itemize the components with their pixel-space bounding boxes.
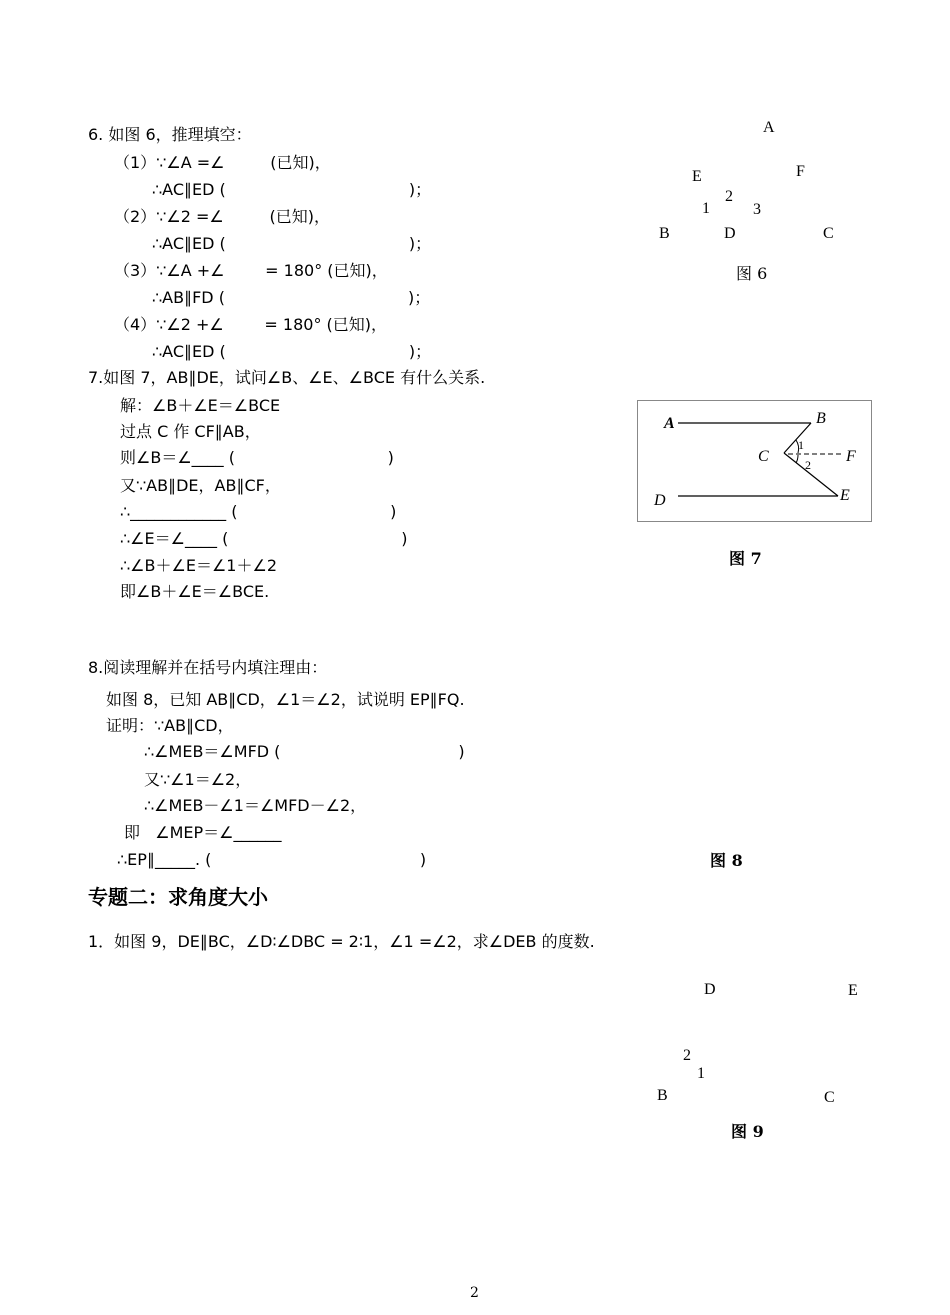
fig7-label-e: E: [840, 487, 850, 504]
figure-7: [637, 400, 872, 522]
q8-line: 证明：∵AB∥CD，: [106, 716, 234, 735]
fig7-label-2: 2: [805, 458, 811, 472]
q7-title: 7.如图 7，AB∥DE，试问∠B、∠E、∠BCE 有什么关系.: [88, 368, 486, 387]
q6-line: （4）∵∠2 +∠ = 180° (已知)，: [114, 315, 388, 334]
fig9-label-2: 2: [683, 1047, 691, 1064]
q6-line: （3）∵∠A +∠ = 180° (已知)，: [114, 261, 388, 280]
fig6-label-a: A: [763, 119, 775, 136]
q7-line: 又∵AB∥DE，AB∥CF，: [120, 476, 281, 495]
q8-line: ∴EP∥_____. ( ): [117, 850, 427, 869]
fig6-label-c: C: [823, 225, 834, 242]
q6-line: （2）∵∠2 =∠ (已知)，: [114, 207, 330, 226]
segment-ce: [784, 453, 838, 496]
fig9-label-e: E: [848, 982, 858, 999]
angle-2-arc: [796, 455, 798, 463]
fig7-label-a: A: [664, 415, 675, 432]
q6-line: （1）∵∠A =∠ (已知)，: [114, 153, 331, 172]
q6-line: ∴AC∥ED ( )；: [152, 180, 432, 199]
figure-7-diagram: [638, 401, 871, 521]
fig6-label-d: D: [724, 225, 736, 242]
q7-line: ∴____________ ( ): [120, 502, 397, 521]
fig7-label-b: B: [816, 410, 826, 427]
fig6-label-b: B: [659, 225, 670, 242]
fig6-label-e: E: [692, 168, 702, 185]
fig9-caption: 图 9: [731, 1122, 764, 1141]
q8-line: 即 ∠MEP＝∠______: [124, 823, 282, 842]
fig9-label-1: 1: [697, 1065, 705, 1082]
fig6-label-2: 2: [725, 188, 733, 205]
q6-line: ∴AB∥FD ( )；: [152, 288, 431, 307]
q8-line: 如图 8，已知 AB∥CD，∠1＝∠2，试说明 EP∥FQ.: [106, 690, 465, 709]
fig7-label-f: F: [846, 448, 856, 465]
fig6-label-f: F: [796, 163, 805, 180]
q6-line: ∴AC∥ED ( )；: [152, 234, 432, 253]
fig7-label-d: D: [654, 492, 666, 509]
q8-line: 又∵∠1＝∠2，: [144, 770, 252, 789]
fig7-caption: 图 7: [729, 549, 762, 568]
q6-title: 6. 如图 6，推理填空：: [88, 125, 252, 144]
fig8-caption: 图 8: [710, 851, 743, 870]
fig9-label-c: C: [824, 1089, 835, 1106]
q8-line: ∴∠MEB－∠1＝∠MFD－∠2，: [144, 796, 367, 815]
fig6-label-1: 1: [702, 200, 710, 217]
q7-line: ∴∠B＋∠E＝∠1＋∠2: [120, 556, 278, 575]
fig6-label-3: 3: [753, 201, 761, 218]
q8-title: 8.阅读理解并在括号内填注理由：: [88, 658, 328, 677]
page-number: 2: [470, 1285, 479, 1301]
fig7-label-1: 1: [798, 438, 804, 452]
q7-line: 解：∠B＋∠E＝∠BCE: [120, 396, 281, 415]
q7-line: 过点 C 作 CF∥AB，: [120, 422, 261, 441]
q6-line: ∴AC∥ED ( )；: [152, 342, 432, 361]
fig6-caption: 图 6: [736, 264, 768, 283]
q7-line: ∴∠E＝∠____ ( ): [120, 529, 408, 548]
q7-line: 即∠B＋∠E＝∠BCE.: [120, 582, 270, 601]
section-heading: 专题二：求角度大小: [88, 885, 268, 909]
fig7-label-c: C: [758, 448, 769, 465]
fig9-label-d: D: [704, 981, 716, 998]
q7-line: 则∠B＝∠____ ( ): [120, 448, 394, 467]
fig9-label-b: B: [657, 1087, 668, 1104]
q8-line: ∴∠MEB＝∠MFD ( ): [144, 742, 465, 761]
q9-text: 1．如图 9，DE∥BC，∠D∶∠DBC = 2∶1，∠1 =∠2，求∠DEB 的度数.: [88, 932, 595, 951]
